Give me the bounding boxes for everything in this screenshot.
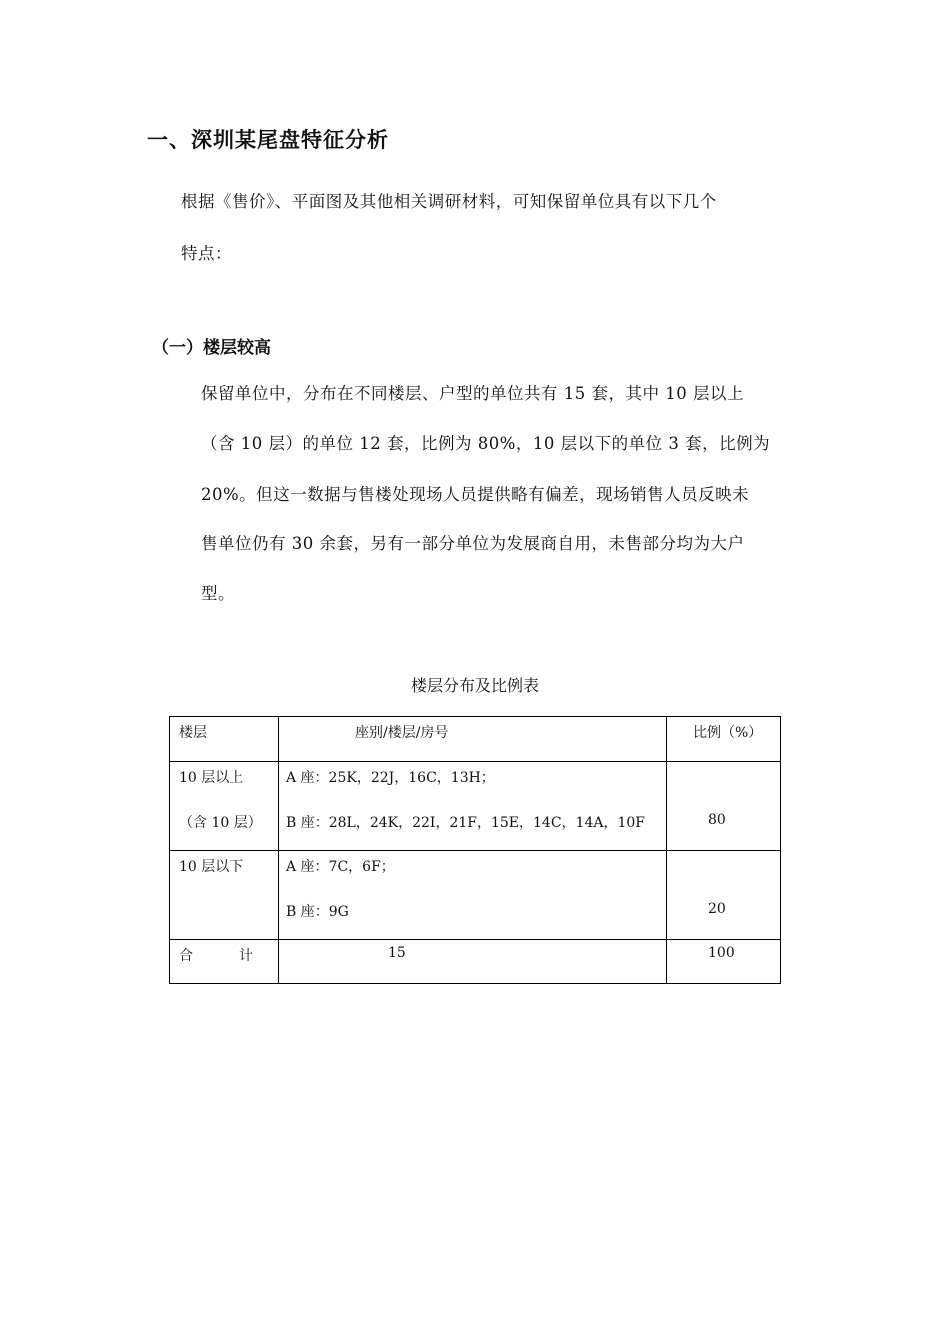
ratio-cell: 20: [708, 901, 726, 917]
table-caption: 楼层分布及比例表: [410, 676, 539, 695]
table-total-row: [170, 940, 781, 984]
body-line-1: 保留单位中，分布在不同楼层、户型的单位共有 15 套，其中 10 层以上: [201, 384, 744, 403]
section-title: 一、深圳某尾盘特征分析: [147, 128, 389, 152]
table-header-row: [170, 717, 781, 762]
body-line-5: 型。: [201, 584, 235, 603]
units-b-cell: B 座：28L，24K，22I，21F，15E，14C，14A，10F: [286, 815, 646, 831]
intro-line-1: 根据《售价》、平面图及其他相关调研材料，可知保留单位具有以下几个: [181, 192, 717, 211]
total-ratio: 100: [708, 945, 735, 961]
header-ratio: 比例（%）: [693, 725, 763, 741]
subsection-title: （一）楼层较高: [152, 338, 271, 358]
total-label-b: 计: [239, 948, 253, 964]
header-units: 座别/楼层/房号: [355, 725, 449, 741]
body-line-4: 售单位仍有 30 余套，另有一部分单位为发展商自用，未售部分均为大户: [201, 534, 745, 553]
floor-cell-line-2: （含 10 层）: [179, 815, 262, 831]
floor-distribution-table: [169, 716, 781, 984]
units-b-cell: B 座：9G: [286, 904, 349, 920]
body-line-2: （含 10 层）的单位 12 套，比例为 80%，10 层以下的单位 3 套，比例为: [201, 434, 771, 453]
units-a-cell: A 座：7C，6F；: [286, 859, 395, 875]
total-label-a: 合: [179, 948, 193, 964]
ratio-cell: 80: [708, 812, 726, 828]
total-count: 15: [388, 945, 406, 961]
floor-cell: 10 层以下: [179, 859, 244, 875]
body-line-3: 20%。但这一数据与售楼处现场人员提供略有偏差，现场销售人员反映未: [201, 485, 750, 504]
table-row: [170, 762, 781, 851]
table-row: [170, 851, 781, 940]
units-a-cell: A 座：25K，22J，16C，13H；: [286, 770, 495, 786]
intro-line-2: 特点：: [181, 244, 232, 263]
floor-cell-line-1: 10 层以上: [179, 770, 244, 786]
header-floor: 楼层: [179, 725, 207, 741]
